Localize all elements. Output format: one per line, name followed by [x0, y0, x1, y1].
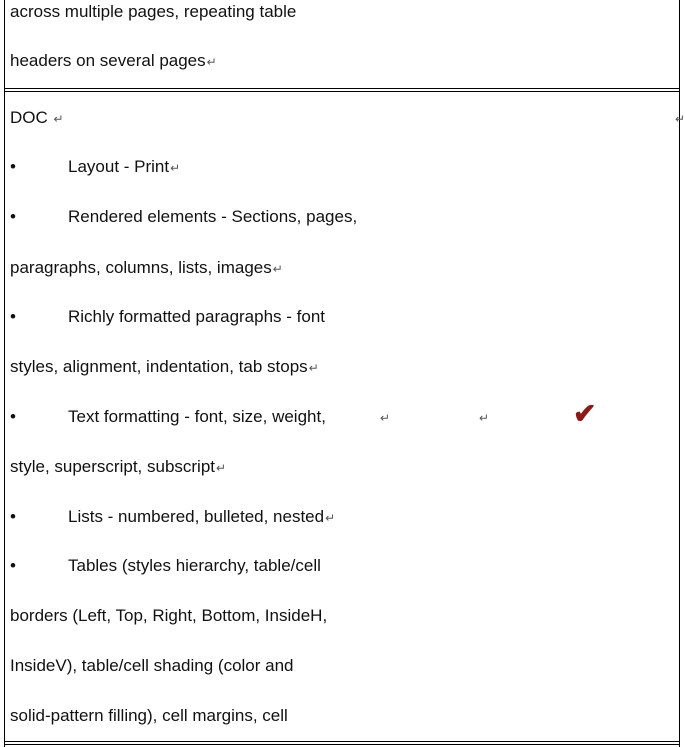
- list-item-tables: Tables (styles hierarchy, table/cell: [68, 556, 321, 575]
- list-item-rendered-elements: Rendered elements - Sections, pages,: [68, 207, 358, 226]
- list-item-rich-paragraphs: Richly formatted paragraphs - font: [68, 307, 326, 326]
- list-item-layout: Layout - Print↵: [68, 157, 181, 176]
- bullet-icon: •: [10, 307, 16, 326]
- list-item-rendered-elements-cont: paragraphs, columns, lists, images↵: [10, 258, 283, 277]
- bullet-icon: •: [10, 507, 16, 526]
- prev-cell-line-2: headers on several pages↵: [10, 51, 217, 70]
- paragraph-mark-icon: ↵: [216, 461, 227, 475]
- prev-cell-line-1: across multiple pages, repeating table: [10, 2, 297, 21]
- bullet-icon: •: [10, 207, 16, 226]
- end-of-cell-mark-icon: ↵: [675, 112, 685, 126]
- list-item-tables-cont-1: borders (Left, Top, Right, Bottom, InsideH,: [10, 606, 328, 625]
- list-item-tables-cont-3: solid-pattern filling), cell margins, cell: [10, 706, 288, 725]
- paragraph-mark-icon: ↵: [479, 411, 490, 425]
- list-item-text-formatting-cont: style, superscript, subscript↵: [10, 457, 227, 476]
- list-item-tables-cont-2: InsideV), table/cell shading (color and: [10, 656, 294, 675]
- list-item-text-formatting: Text formatting - font, size, weight,: [68, 407, 326, 426]
- paragraph-mark-icon: ↵: [272, 262, 283, 276]
- row-divider-bottom: [4, 91, 680, 92]
- paragraph-mark-icon: ↵: [308, 361, 319, 375]
- paragraph-mark-icon: ↵: [53, 112, 64, 126]
- list-item-rich-paragraphs-cont: styles, alignment, indentation, tab stops↵: [10, 357, 319, 376]
- bullet-icon: •: [10, 407, 16, 426]
- paragraph-mark-icon: ↵: [325, 511, 336, 525]
- paragraph-mark-icon: ↵: [170, 161, 181, 175]
- bullet-icon: •: [10, 556, 16, 575]
- row-divider-top: [4, 88, 680, 89]
- paragraph-mark-icon: ↵: [380, 411, 391, 425]
- bullet-icon: •: [10, 157, 16, 176]
- row-bottom-border: [4, 741, 680, 742]
- list-item-lists: Lists - numbered, bulleted, nested↵: [68, 507, 336, 526]
- table-left-border: [4, 0, 5, 747]
- checkmark-icon: ✔: [573, 398, 597, 429]
- row-bottom-border-2: [4, 744, 680, 745]
- doc-heading: DOC ↵: [10, 108, 64, 127]
- paragraph-mark-icon: ↵: [206, 55, 217, 69]
